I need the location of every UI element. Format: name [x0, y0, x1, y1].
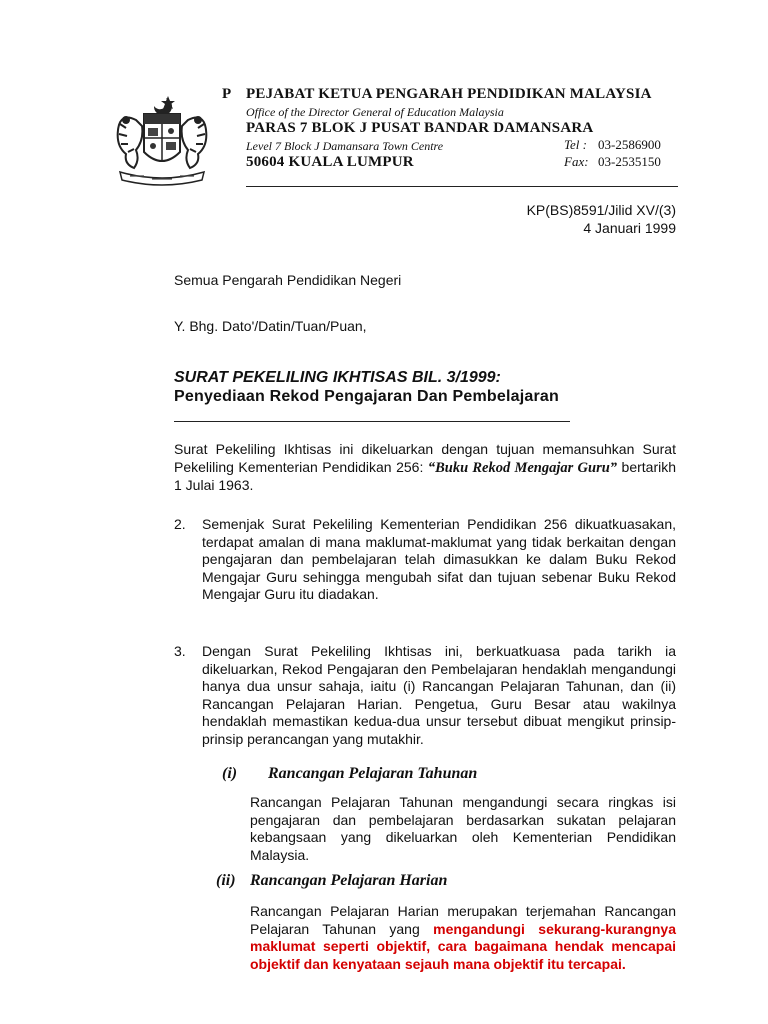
recipient: Semua Pengarah Pendidikan Negeri [174, 272, 402, 288]
reference-number: KP(BS)8591/Jilid XV/(3) [526, 202, 676, 218]
paragraph-3-number: 3. [174, 643, 186, 659]
office-city: 50604 KUALA LUMPUR [246, 154, 414, 170]
subject-title: SURAT PEKELILING IKHTISAS BIL. 3/1999: [174, 369, 501, 386]
paragraph-1 [174, 441, 676, 495]
section-ii-text-highlight: mengandungi sekurang-kurangnya maklumat seperti objektif, cara bagaimana hendak mencapai objektif dan kenyataan sejauh mana objektif itu tercapai. [250, 920, 676, 972]
paragraph-2: Semenjak Surat Pekeliling Kementerian Pendidikan 256 dikuatkuasakan, terdapat amalan di mana maklumat-maklumat yang tidak berkaitan dengan pengajaran dan pembelajaran telah dimasukkan ke dalam Buku Rekod Mengajar Guru sehingga mengubah sifat dan tujuan sebenar Buku Rekod Mengajar Guru itu diadakan. [202, 516, 676, 602]
paragraph-1-lead: Surat Pekeliling Ikhtisas ini dikeluarkan dengan tujuan memansuhkan Surat Pekeliling Kementerian Pendidikan 256: [174, 441, 676, 475]
section-ii-text [250, 903, 676, 973]
subject-underline [174, 421, 570, 422]
subject-subtitle: Penyediaan Rekod Pengajaran Dan Pembelajaran [174, 388, 559, 405]
paragraph-1-quote: “Buku Rekod Mengajar Guru” [427, 459, 618, 476]
tel-number: 03-2586900 [598, 137, 661, 152]
letter-date: 4 Januari 1999 [583, 220, 676, 236]
salutation: Y. Bhg. Dato'/Datin/Tuan/Puan, [174, 318, 367, 334]
paragraph-1-tail: bertarikh 1 Julai 1963. [174, 458, 677, 493]
office-address: PARAS 7 BLOK J PUSAT BANDAR DAMANSARA [246, 120, 594, 136]
paragraph-2-number: 2. [174, 516, 186, 532]
paragraph-3: Dengan Surat Pekeliling Ikhtisas ini, berkuatkuasa pada tarikh ia dikeluarkan, Rekod Pengajaran den Pembelajaran hendaklah mengandungi hanya dua unsur sahaja, iaitu (i) Rancangan Pelajaran Tahunan, dan (ii) Rancangan Pelajaran Harian. Pengetua, Guru Besar atau wakilnya hendaklah memastikan kedua-dua unsur tersebut dibuat mengikut prinsip-prinsip perancangan yang mutakhir. [202, 643, 676, 747]
letterhead-divider [246, 186, 678, 187]
section-ii-heading: Rancangan Pelajaran Harian [250, 872, 448, 889]
tel-label: Tel : [564, 137, 587, 152]
section-i-heading: Rancangan Pelajaran Tahunan [268, 765, 478, 782]
section-i-text: Rancangan Pelajaran Tahunan mengandungi secara ringkas isi pengajaran dan pembelajaran berdasarkan sukatan pelajaran kebangsaan yang dikeluarkan oleh Kementerian Pendidikan Malaysia. [250, 794, 676, 863]
fax-label: Fax: [564, 154, 589, 169]
section-ii-text-plain: Rancangan Pelajaran Harian merupakan terjemahan Rancangan Pelajaran Tahunan yang [250, 903, 676, 937]
letterhead-initial: P [222, 86, 232, 102]
section-ii-marker: (ii) [216, 872, 236, 889]
fax-number: 03-2535150 [598, 154, 661, 169]
coat-of-arms-emblem [106, 90, 218, 192]
office-title: PEJABAT KETUA PENGARAH PENDIDIKAN MALAYSIA [246, 86, 652, 102]
office-title-english: Office of the Director General of Education Malaysia [246, 105, 504, 119]
office-address-english: Level 7 Block J Damansara Town Centre [246, 139, 444, 153]
section-i-marker: (i) [222, 765, 238, 782]
